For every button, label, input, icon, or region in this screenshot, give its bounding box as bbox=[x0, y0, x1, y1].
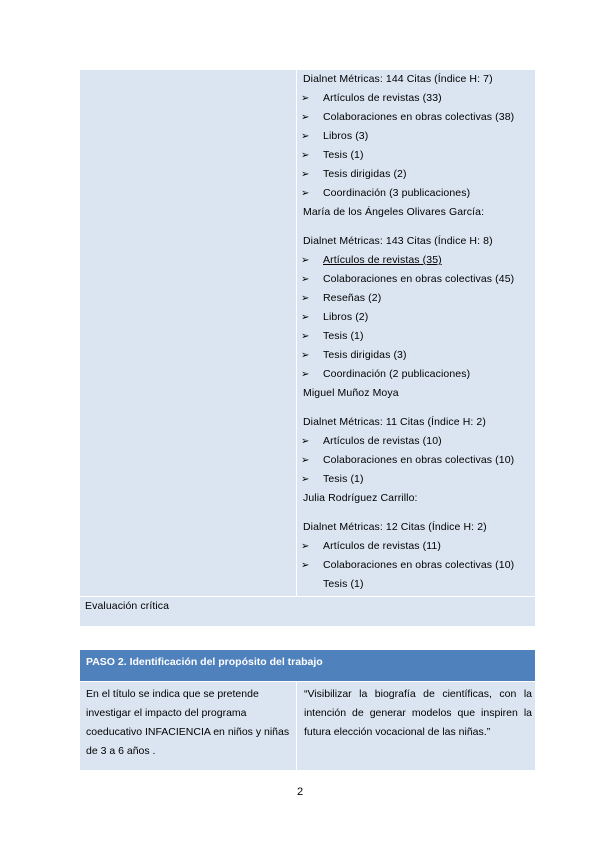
bullet-arrow-icon: ➢ bbox=[301, 350, 310, 361]
publication-item: Artículos de revistas (33) bbox=[323, 92, 442, 104]
bullet-arrow-icon: ➢ bbox=[301, 131, 310, 142]
publication-item: Colaboraciones en obras colectivas (10) bbox=[323, 454, 515, 466]
publication-item: Libros (2) bbox=[323, 311, 369, 323]
bullet-arrow-icon: ➢ bbox=[301, 93, 310, 104]
bullet-arrow-icon: ➢ bbox=[301, 274, 310, 285]
publication-item: Colaboraciones en obras colectivas (45) bbox=[323, 273, 515, 285]
author-name: Julia Rodríguez Carrillo: bbox=[303, 492, 418, 504]
purpose-right-cell: “Visibilizar la biografía de científicas, con la intención de generar modelos que inspiren la futura elección vocacional de las niñas.” bbox=[304, 688, 532, 738]
bullet-arrow-icon: ➢ bbox=[301, 436, 310, 447]
bullet-arrow-icon: ➢ bbox=[301, 293, 310, 304]
publication-item: Colaboraciones en obras colectivas (38) bbox=[323, 111, 515, 123]
bullet-arrow-icon: ➢ bbox=[301, 331, 310, 342]
publication-item: Tesis (1) bbox=[323, 473, 364, 485]
evaluation-row bbox=[80, 596, 535, 627]
author-name: Miguel Muñoz Moya bbox=[303, 387, 399, 399]
bullet-arrow-icon: ➢ bbox=[301, 112, 310, 123]
bullet-arrow-icon: ➢ bbox=[301, 312, 310, 323]
author-metrics-table bbox=[80, 70, 535, 626]
bullet-arrow-icon: ➢ bbox=[301, 169, 310, 180]
bullet-arrow-icon: ➢ bbox=[301, 541, 310, 552]
publication-item[interactable]: Artículos de revistas (35) bbox=[323, 254, 442, 266]
column-divider bbox=[296, 682, 297, 770]
publication-item: Tesis dirigidas (2) bbox=[323, 168, 407, 180]
evaluation-label: Evaluación crítica bbox=[85, 600, 170, 612]
publication-item: Artículos de revistas (11) bbox=[323, 540, 441, 552]
bullet-arrow-icon: ➢ bbox=[301, 188, 310, 199]
purpose-left-cell: En el título se indica que se pretende investigar el impacto del programa coeducativo INFACIENCIA en niños y niñas de 3 a 6 años . bbox=[86, 688, 290, 757]
publication-item: Tesis (1) bbox=[323, 578, 364, 590]
dialnet-metrics-line: Dialnet Métricas: 143 Citas (Índice H: 8) bbox=[303, 235, 493, 247]
publication-item: Coordinación (3 publicaciones) bbox=[323, 187, 471, 199]
page-number: 2 bbox=[296, 786, 304, 798]
bullet-arrow-icon: ➢ bbox=[301, 560, 310, 571]
author-name: María de los Ángeles Olivares García: bbox=[303, 206, 485, 218]
publication-item: Tesis (1) bbox=[323, 149, 364, 161]
bullet-arrow-icon: ➢ bbox=[301, 150, 310, 161]
publication-item: Reseñas (2) bbox=[323, 292, 382, 304]
publication-item: Tesis (1) bbox=[323, 330, 364, 342]
purpose-table-header bbox=[80, 650, 535, 682]
dialnet-metrics-line: Dialnet Métricas: 12 Citas (Índice H: 2) bbox=[303, 521, 487, 533]
dialnet-metrics-line: Dialnet Métricas: 144 Citas (Índice H: 7) bbox=[303, 73, 493, 85]
bullet-arrow-icon: ➢ bbox=[301, 474, 310, 485]
publication-item: Tesis dirigidas (3) bbox=[323, 349, 407, 361]
bullet-arrow-icon: ➢ bbox=[301, 255, 310, 266]
purpose-table bbox=[80, 650, 535, 770]
purpose-header-text: PASO 2. Identificación del propósito del trabajo bbox=[86, 656, 323, 668]
publication-item: Coordinación (2 publicaciones) bbox=[323, 368, 471, 380]
bullet-arrow-icon: ➢ bbox=[301, 369, 310, 380]
author-metrics-column bbox=[296, 70, 536, 596]
dialnet-metrics-line: Dialnet Métricas: 11 Citas (Índice H: 2) bbox=[303, 416, 486, 428]
publication-item: Libros (3) bbox=[323, 130, 369, 142]
publication-item: Colaboraciones en obras colectivas (10) bbox=[323, 559, 515, 571]
bullet-arrow-icon: ➢ bbox=[301, 455, 310, 466]
publication-item: Artículos de revistas (10) bbox=[323, 435, 442, 447]
